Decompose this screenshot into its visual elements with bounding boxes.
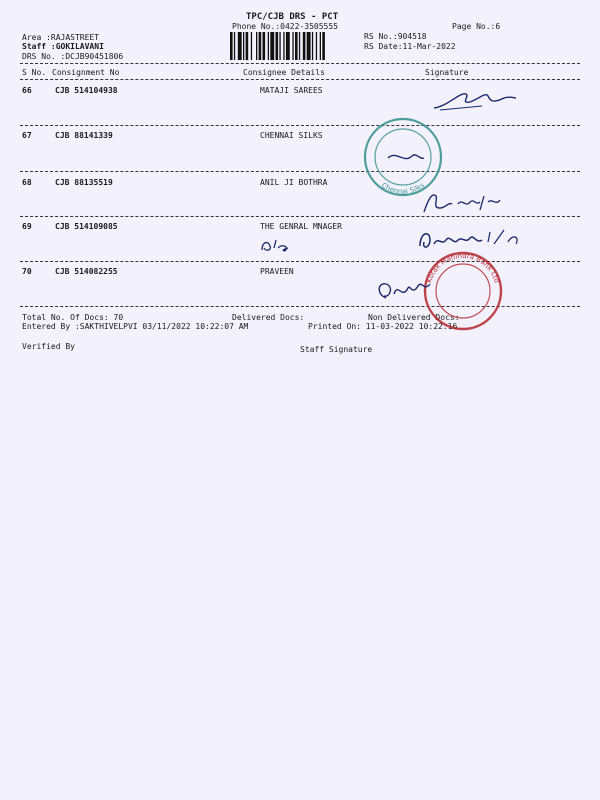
barcode-bar [316, 32, 317, 60]
barcode-bar [256, 32, 257, 60]
barcode-bar [322, 32, 325, 60]
barcode-bar [312, 32, 313, 60]
barcode-bar [263, 32, 266, 60]
page-number: Page No.:6 [452, 22, 501, 31]
barcode-bar [307, 32, 311, 60]
barcode-bar [238, 32, 242, 60]
barcode-bar [270, 32, 274, 60]
staff-label: Staff :GOKILAVANI [22, 42, 104, 51]
row-sno: 66 [22, 86, 32, 95]
svg-text:Chennai Silks: Chennai Silks [379, 181, 427, 196]
column-consignee: Consignee Details [243, 68, 325, 77]
sheet-title: TPC/CJB DRS - PCT [246, 12, 339, 22]
verified-by: Verified By [22, 342, 75, 351]
barcode-bar [303, 32, 306, 60]
column-signature: Signature [425, 68, 469, 77]
row-divider [20, 171, 580, 172]
svg-text:Kotak Mahindra Bank Ltd: Kotak Mahindra Bank Ltd [425, 251, 501, 284]
barcode-bar [276, 32, 279, 60]
barcode-bar [299, 32, 300, 60]
row-consignee: ANIL JI BOTHRA [260, 178, 328, 187]
staff-signature-label: Staff Signature [300, 345, 373, 354]
barcode-bar [283, 32, 284, 60]
row-sno: 69 [22, 222, 32, 231]
entered-by: Entered By :SAKTHIVELPVI 03/11/2022 10:22:07 AM [22, 322, 249, 331]
barcode-bar [292, 32, 293, 60]
rs-date: RS Date:11-Mar-2022 [364, 42, 456, 51]
barcode [230, 32, 358, 60]
barcode-bar [259, 32, 262, 60]
barcode-bar [286, 32, 290, 60]
printed-on: Printed On: 11-03-2022 10:22:16 [308, 322, 458, 331]
rs-number: RS No.:904518 [364, 32, 427, 41]
signature-praveen [372, 272, 442, 308]
row-consignee: CHENNAI SILKS [260, 131, 323, 140]
column-consignment: Consignment No [52, 68, 120, 77]
area-label: Area :RAJASTREET [22, 33, 100, 42]
row-sno: 70 [22, 267, 32, 276]
delivered-docs: Delivered Docs: [232, 313, 305, 322]
barcode-bar [251, 32, 252, 60]
row-consignment: CJB 514082255 [55, 267, 118, 276]
barcode-bar [295, 32, 298, 60]
divider [20, 63, 580, 64]
row-consignment: CJB 514109085 [55, 222, 118, 231]
barcode-bar [320, 32, 321, 60]
row-consignee: THE GENRAL MNAGER [260, 222, 342, 231]
row-consignee: MATAJI SAREES [260, 86, 323, 95]
row-consignment: CJB 514104938 [55, 86, 118, 95]
signature-genral-mnager-initials [258, 236, 298, 254]
row-consignment: CJB 88135519 [55, 178, 113, 187]
row-consignment: CJB 88141339 [55, 131, 113, 140]
signature-anil-bothra [418, 182, 518, 220]
barcode-bar [234, 32, 235, 60]
non-delivered-docs: Non Delivered Docs: [368, 313, 460, 322]
barcode-bar [268, 32, 269, 60]
row-consignee: PRAVEEN [260, 267, 294, 276]
drs-number: DRS No. :DCJB90451806 [22, 52, 124, 61]
barcode-bar [243, 32, 244, 60]
phone-number: Phone No.:0422-3505555 [232, 22, 338, 31]
barcode-bar [246, 32, 249, 60]
barcode-bar [230, 32, 233, 60]
signature-mataji [430, 86, 520, 114]
divider [20, 79, 580, 80]
column-sno: S No. [22, 68, 47, 77]
row-sno: 67 [22, 131, 32, 140]
barcode-bar [279, 32, 280, 60]
row-sno: 68 [22, 178, 32, 187]
row-divider [20, 125, 580, 126]
total-docs: Total No. Of Docs: 70 [22, 313, 124, 322]
